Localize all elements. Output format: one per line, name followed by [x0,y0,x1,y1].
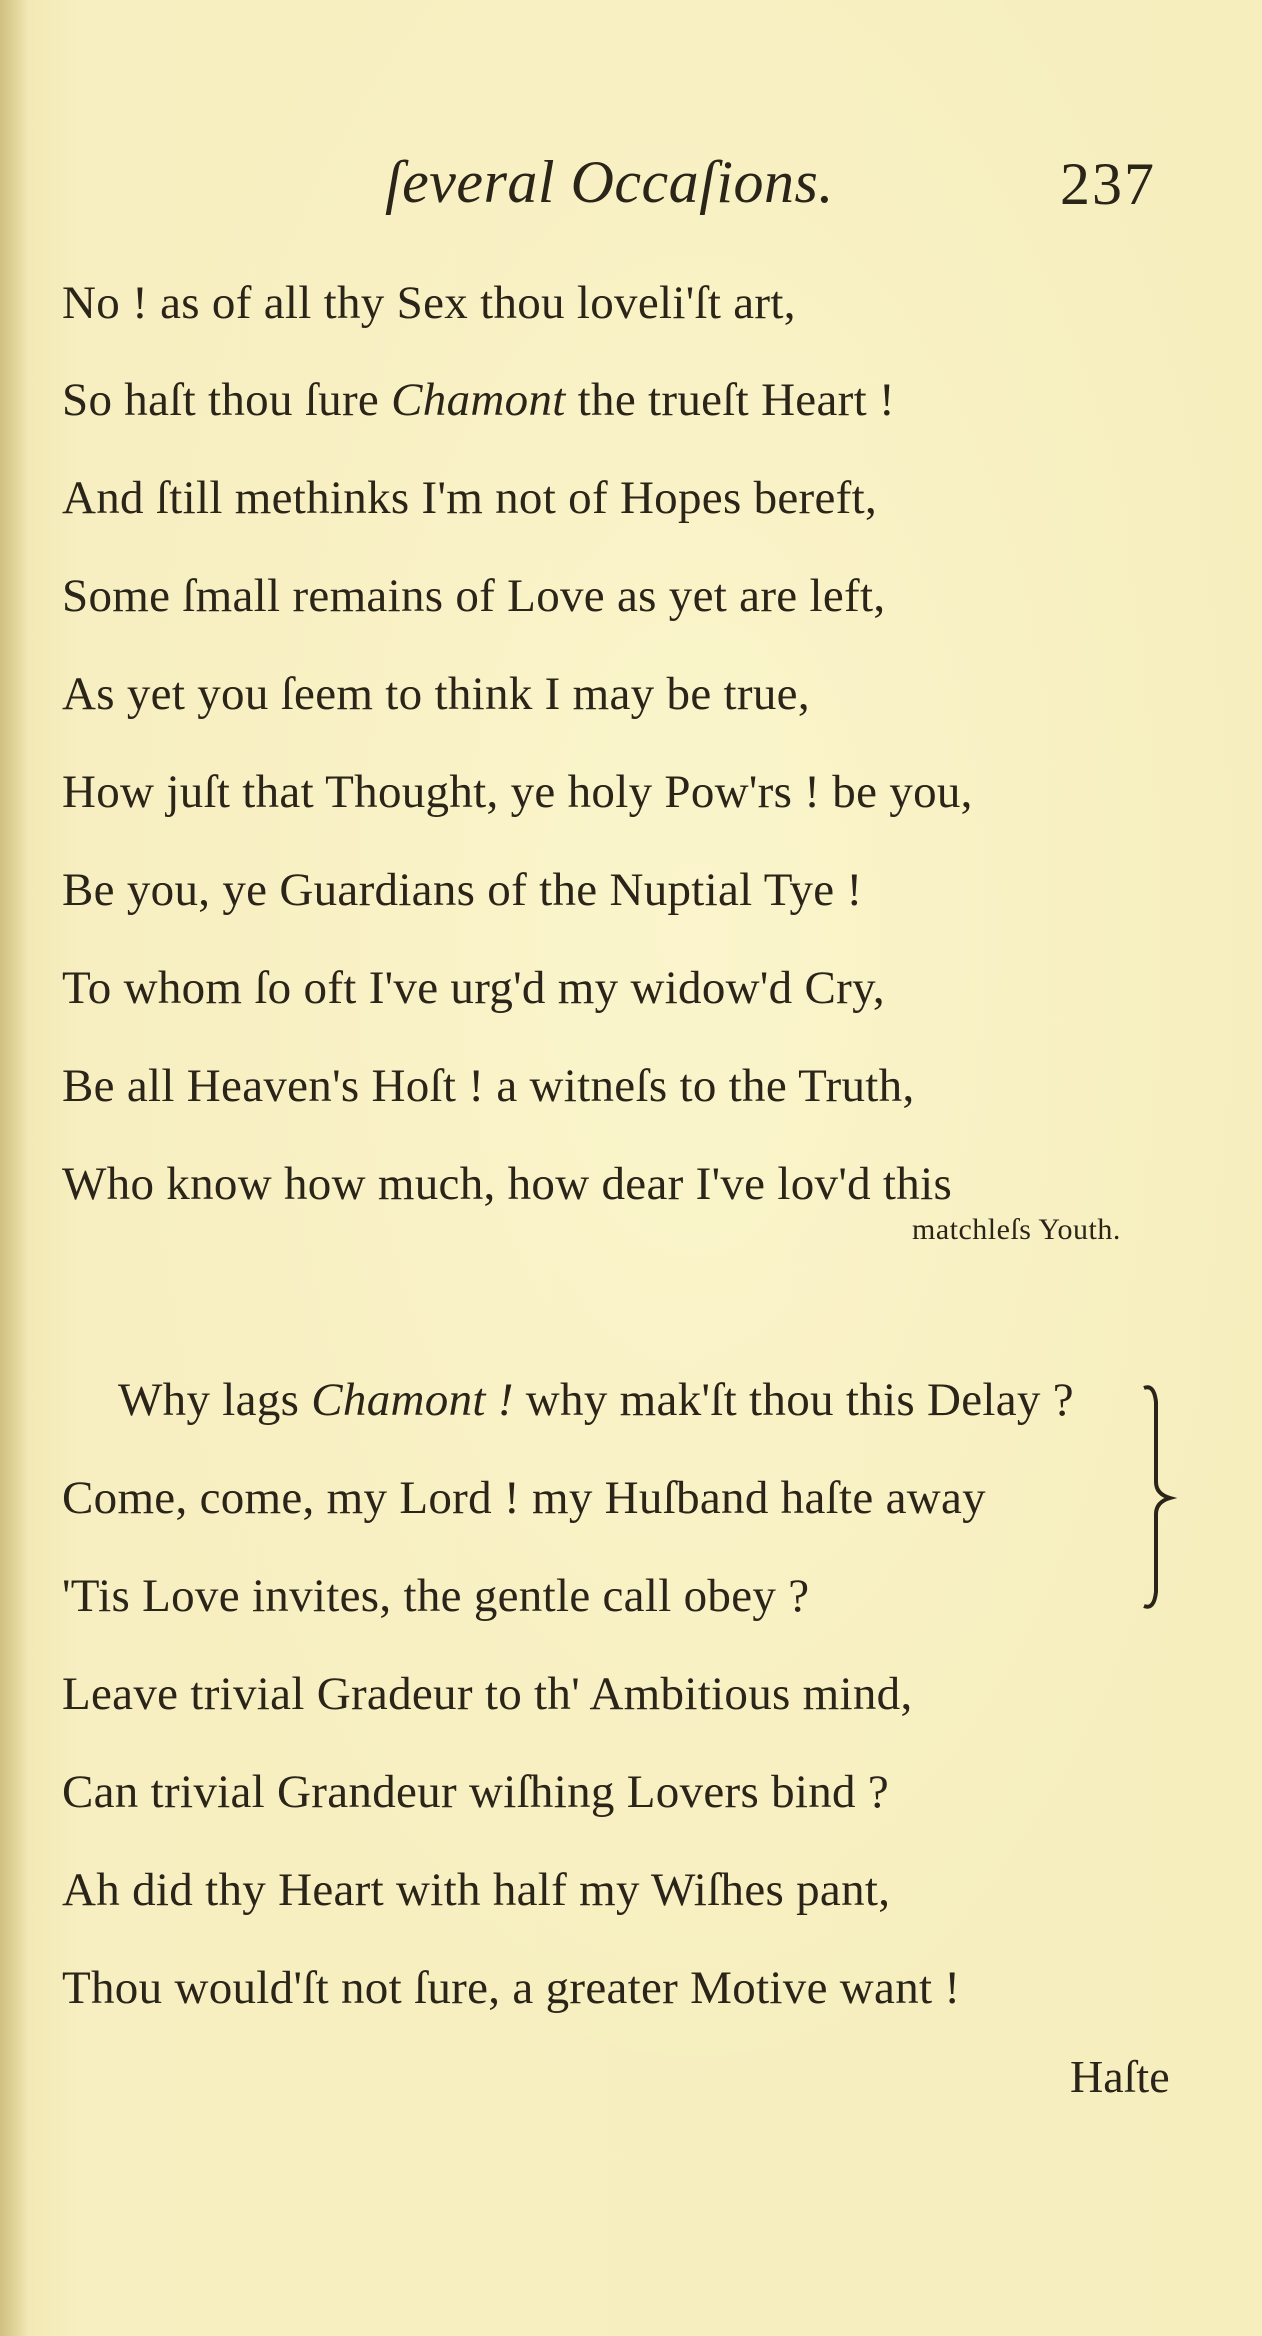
poem-line: Ah did thy Heart with half my Wiſhes pant, [62,1864,891,1916]
poem-line-text: the trueſt Heart ! [565,374,895,426]
poem-line: And ſtill methinks I'm not of Hopes bereft, [62,472,878,524]
poem-line: Be you, ye Guardians of the Nuptial Tye ! [62,864,863,916]
poem-line [118,1372,1074,1428]
poem-line: Thou would'ſt not ſure, a greater Motive want ! [62,1962,961,2014]
triplet-brace [1140,1382,1180,1612]
poem-line: Be all Heaven's Hoſt ! a witneſs to the Truth, [62,1060,915,1112]
poem-line: To whom ſo oft I've urg'd my widow'd Cry, [62,962,885,1014]
brace-icon [1140,1382,1180,1612]
poem-line: How juſt that Thought, ye holy Pow'rs ! be you, [62,766,973,818]
poem-line: As yet you ſeem to think I may be true, [62,668,810,720]
poem-line: Who know how much, how dear I've lov'd this [62,1158,953,1210]
page-number: 237 [1060,151,1156,217]
catchword: Haſte [1070,2051,1170,2102]
spine-shadow [0,0,28,2336]
poem-line: 'Tis Love invites, the gentle call obey ? [62,1570,810,1622]
poem-line-text: Why lags [118,1374,312,1426]
poem-line: No ! as of all thy Sex thou loveli'ſt art, [62,277,796,329]
italic-name: Chamont [391,374,566,426]
italic-name: Chamont ! [311,1374,514,1426]
running-title: ſeveral Occaſions. [385,149,834,215]
poem-line: Come, come, my Lord ! my Huſband haſte away [62,1472,986,1524]
turnover-line: matchleſs Youth. [912,1213,1121,1246]
poem-line: Some ſmall remains of Love as yet are left, [62,570,886,622]
poem-line: Leave trivial Gradeur to th' Ambitious mind, [62,1668,913,1720]
poem-line-text: why mak'ſt thou this Delay ? [513,1374,1074,1426]
poem-line: Can trivial Grandeur wiſhing Lovers bind ? [62,1766,890,1818]
poem-line [62,372,895,428]
poem-line-text: So haſt thou ſure [62,374,392,426]
